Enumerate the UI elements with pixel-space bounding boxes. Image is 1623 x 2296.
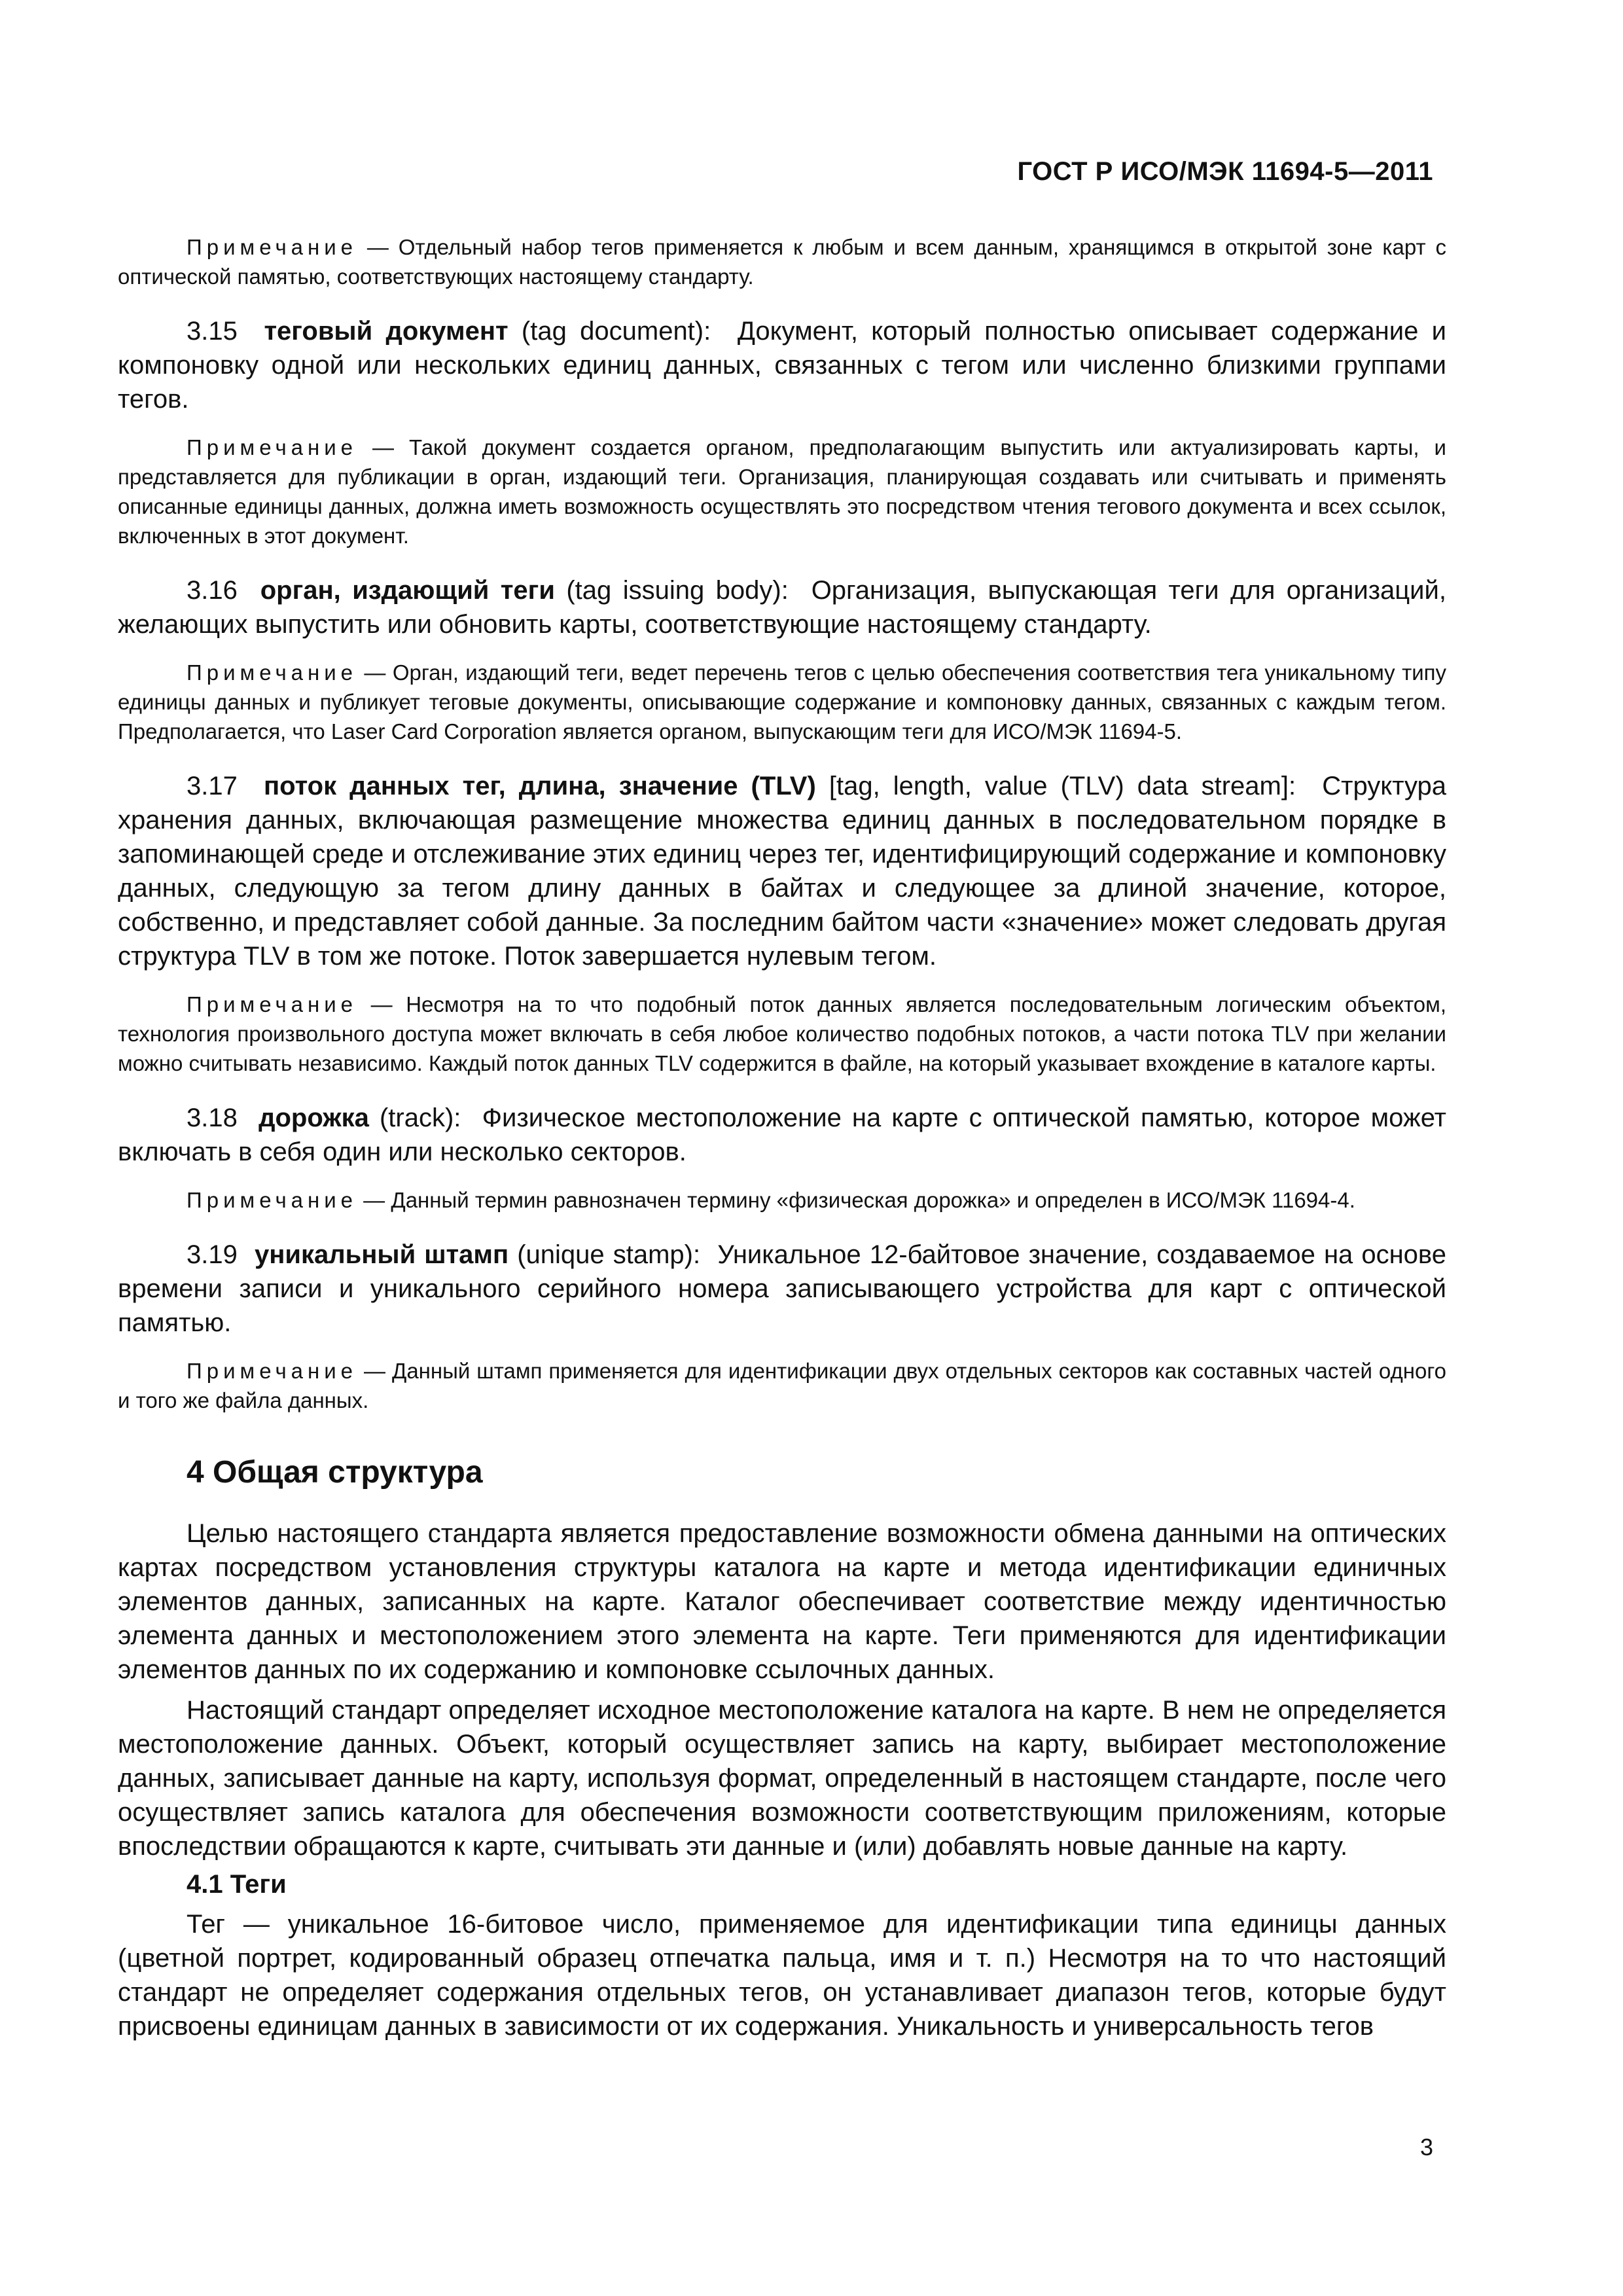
note-label: Примечание [187,1359,358,1383]
definition-term: поток данных тег, длина, значение (TLV) [264,772,816,800]
definition-3-18 [118,1101,1446,1169]
definition-3-19 [118,1238,1446,1340]
definition-english: (track): [379,1103,461,1132]
section-title: 4 Общая структура [187,1455,483,1490]
note-paragraph: Примечание — Данный штамп применяется для идентификации двух отдельных секторов как составных частей одного и того же файла данных. [118,1359,1446,1412]
definition-text: Организация, выпускающая теги для организаций, желающих выпустить или обновить карты, соответствующие настоящему стандарту. [118,576,1446,639]
note-text: Отдельный набор тегов применяется к любым и всем данным, хранящимся в открытой зоне карт с оптической памятью, соответствующих настоящему стандарту. [118,235,1446,289]
definition-text: Структура хранения данных, включающая размещение множества единиц данных в последовательном порядке в запоминающей среде и отслеживание этих единиц через тег, идентифицирующий содержание и компоновку данных, следующую за тегом длину данных в байтах и следующее за длиной значение, которое, собственно, и представляет собой данные. За последним байтом части «значение» может следовать другая структура TLV в том же потоке. Поток завершается нулевым тегом. [118,772,1446,971]
note-text: Данный термин равнозначен термину «физическая дорожка» и определен в ИСО/МЭК 11694-4. [391,1188,1355,1212]
definition-number: 3.17 [187,772,238,800]
definition-term: орган, издающий теги [260,576,555,605]
definition-english: [tag, length, value (TLV) data stream]: [829,772,1296,800]
note-text: Данный штамп применяется для идентификации двух отдельных секторов как составных частей одного и того же файла данных. [118,1359,1446,1412]
note-paragraph: Примечание — Отдельный набор тегов применяется к любым и всем данным, хранящимся в открытой зоне карт с оптической памятью, соответствующих настоящему стандарту. [118,235,1446,289]
definition-english: (tag document): [521,317,711,346]
note-label: Примечание [187,660,358,685]
definition-number: 3.16 [187,576,238,605]
definition-english: (unique stamp): [517,1240,701,1269]
definition-term: дорожка [259,1103,369,1132]
note-text: Несмотря на то что подобный поток данных является последовательным логическим объектом, технология произвольного доступа может включать в себя любое количество подобных потоков, а части потока TLV при желании можно считывать независимо. Каждый поток данных TLV содержится в файле, на который указывает вхождение в каталоге карты. [118,992,1446,1075]
body-paragraph: Целью настоящего стандарта является предоставление возможности обмена данными на оптических картах посредством установления структуры каталога на карте и метода идентификации единичных элементов данных, записанных на карте. Каталог обеспечивает соответствие между идентичностью элемента данных и местоположением этого элемента на карте. Теги применяются для идентификации элементов данных по их содержанию и компоновке ссылочных данных. [118,1519,1446,1684]
definition-number: 3.18 [187,1103,238,1132]
note-paragraph: Примечание — Данный термин равнозначен термину «физическая дорожка» и определен в ИСО/МЭК 11694-4. [187,1188,1355,1212]
body-paragraph: Настоящий стандарт определяет исходное местоположение каталога на карте. В нем не определяется местоположение данных. Объект, который осуществляет запись на карту, выбирает местоположение данных, записывает данные на карту, используя формат, определенный в настоящем стандарте, после чего осуществляет запись каталога для обеспечения возможности соответствующим приложениям, которые впоследствии обращаются к карте, считывать эти данные и (или) добавлять новые данные на карту. [118,1696,1446,1861]
note-label: Примечание [187,435,358,459]
page-number: 3 [1419,2134,1433,2161]
definition-3-17 [118,769,1446,973]
note-paragraph: Примечание — Такой документ создается органом, предполагающим выпустить или актуализировать карты, и представляется для публикации в орган, издающий теги. Организация, планирующая создавать или считывать и применять описанные единицы данных, должна иметь возможность осуществлять это посредством чтения тегового документа и всех ссылок, включенных в этот документ. [118,435,1446,548]
definition-text: Уникальное 12-байтовое значение, создаваемое на основе времени записи и уникального серийного номера записывающего устройства для карт с оптической памятью. [118,1240,1446,1337]
body-paragraph: Тег — уникальное 16-битовое число, применяемое для идентификации типа единицы данных (цветной портрет, кодированный образец отпечатка пальца, имя и т. п.) Несмотря на то что настоящий стандарт не определяет содержания отдельных тегов, он устанавливает диапазон тегов, которые будут присвоены единицам данных в зависимости от их содержания. Уникальность и универсальность тегов [118,1910,1446,2041]
definition-number: 3.15 [187,317,238,346]
note-text: Такой документ создается органом, предполагающим выпустить или актуализировать карты, и представляется для публикации в орган, издающий теги. Организация, планирующая создавать или считывать и применять описанные единицы данных, должна иметь возможность осуществлять это посредством чтения тегового документа и всех ссылок, включенных в этот документ. [118,435,1446,548]
note-label: Примечание [187,992,358,1016]
note-label: Примечание [187,1188,358,1212]
note-label: Примечание [187,235,358,259]
note-paragraph: Примечание — Несмотря на то что подобный поток данных является последовательным логическим объектом, технология произвольного доступа может включать в себя любое количество подобных потоков, а части потока TLV при желании можно считывать независимо. Каждый поток данных TLV содержится в файле, на который указывает вхождение в каталоге карты. [118,992,1446,1075]
definition-3-15 [118,314,1446,416]
definition-text: Документ, который полностью описывает содержание и компоновку одной или нескольких единиц данных, связанных с тегом или численно близкими группами тегов. [118,317,1446,414]
document-body [118,232,1446,2050]
definition-text: Физическое местоположение на карте с оптической памятью, которое может включать в себя один или несколько секторов. [118,1103,1446,1166]
definition-term: теговый документ [264,317,508,346]
document-header: ГОСТ Р ИСО/МЭК 11694-5—2011 [1017,157,1433,186]
definition-number: 3.19 [187,1240,238,1269]
definition-english: (tag issuing body): [566,576,789,605]
note-paragraph: Примечание — Орган, издающий теги, ведет перечень тегов с целью обеспечения соответствия тега уникальному типу единицы данных и публикует теговые документы, описывающие содержание и компоновку данных, связанных с каждым тегом. Предполагается, что Laser Card Corporation является органом, выпускающим теги для ИСО/МЭК 11694-5. [118,660,1446,744]
definition-3-16 [118,573,1446,641]
note-text: Орган, издающий теги, ведет перечень тегов с целью обеспечения соответствия тега уникальному типу единицы данных и публикует теговые документы, описывающие содержание и компоновку данных, связанных с каждым тегом. Предполагается, что Laser Card Corporation является органом, выпускающим теги для ИСО/МЭК 11694-5. [118,660,1446,744]
definition-term: уникальный штамп [254,1240,509,1269]
subsection-title: 4.1 Теги [187,1870,287,1899]
